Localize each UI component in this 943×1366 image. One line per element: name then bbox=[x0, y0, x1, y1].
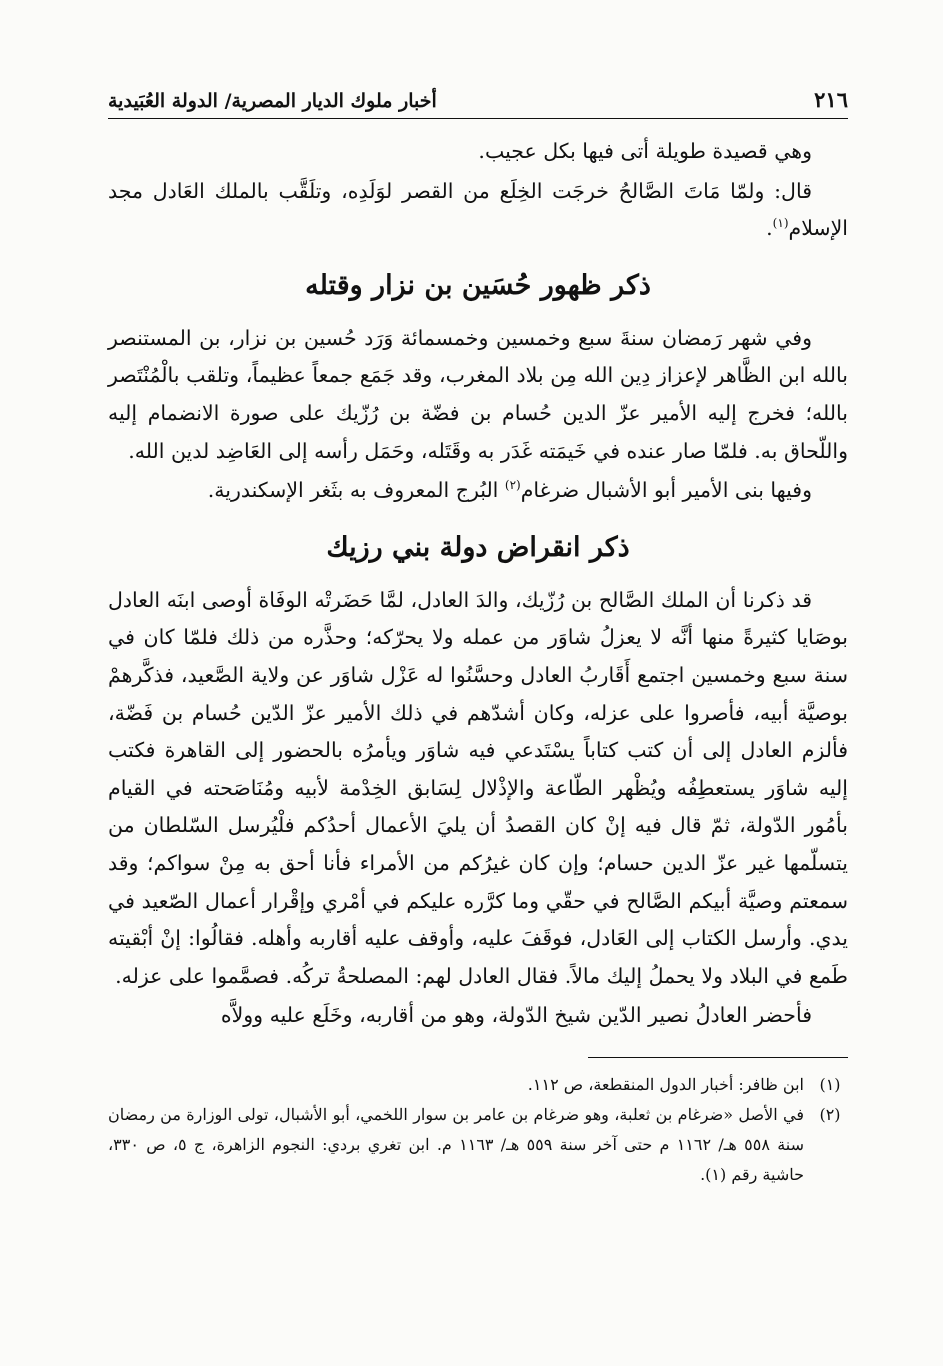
section-heading-ruzzik: ذكر انقراض دولة بني رزيك bbox=[326, 531, 630, 563]
running-title: أخبار ملوك الديار المصرية/ الدولة العُبَيدية bbox=[108, 90, 437, 112]
paragraph-3: وفي شهر رَمضان سنةَ سبع وخمسين وخمسمائة وَرَد حُسين بن نزار، بن المستنصر بالله ابن الظَّاهر لإعزاز دِين الله مِن بلاد المغرب، وقد جَمَع جمعاً عظيماً، وتلقب بالْمُنْتَصر بالله؛ فخرج إليه الأمير عزّ الدين حُسام بن فضّة بن رُزّيك على صورة الانضمام إليه واللّحاق به. فلمّا صار عنده في خَيمَته غَدَر به وقَتَله، وحَمَل رأسه إلى العَاضِد لدين الله. bbox=[108, 325, 848, 463]
page-number: ٢١٦ bbox=[814, 87, 848, 112]
running-header bbox=[108, 84, 848, 119]
footnote-divider bbox=[588, 1057, 848, 1058]
paragraph-2 bbox=[108, 173, 848, 248]
paragraph-1: وهي قصيدة طويلة أتى فيها بكل عجيب. bbox=[478, 139, 812, 163]
section-heading-husayn: ذكر ظهور حُسَين بن نزار وقتله bbox=[305, 269, 651, 301]
main-text bbox=[108, 133, 848, 1035]
footnote-1 bbox=[108, 1070, 848, 1100]
footnote-ref-2[interactable]: (٢) bbox=[504, 478, 521, 493]
paragraph-2-text: قال: ولمّا مَاتَ الصَّالحُ خرجَت الخِلَع من القصر لوَلَدِه، وتلَقَّب بالملك العَادل مجد الإسلام bbox=[108, 178, 848, 241]
footnote-number: (١) bbox=[819, 1074, 841, 1094]
footnote-text: ابن ظافر: أخبار الدول المنقطعة، ص ١١٢. bbox=[527, 1074, 804, 1094]
paragraph-4-text-a: وفيها بنى الأمير أبو الأشبال ضرغام bbox=[520, 478, 812, 503]
footnote-ref-1[interactable]: (١) bbox=[772, 216, 789, 231]
paragraph-4-text-b: البُرج المعروف به بثَغر الإسكندرية. bbox=[207, 478, 505, 503]
paragraph-4 bbox=[108, 472, 848, 510]
paragraph-6: فأحضر العادلُ نصير الدّين شيخ الدّولة، وهو من أقاربه، وخَلَع عليه وولاَّه bbox=[220, 1003, 812, 1028]
footnotes bbox=[108, 1070, 848, 1190]
footnote-number: (٢) bbox=[819, 1104, 841, 1124]
book-page bbox=[108, 84, 848, 1190]
paragraph-2-end: . bbox=[766, 216, 773, 241]
footnote-2 bbox=[108, 1100, 848, 1190]
paragraph-5: قد ذكرنا أن الملك الصَّالح بن رُزّيك، والدَ العادل، لمَّا حَضَرتْه الوفَاة أوصى ابنَه العادل بوصَايا كثيرةً منها أنَّه لا يعزلُ شاوَر من عمله ولا يحرّكه؛ وحذَّره من ذلك فلمّا كان في سنة سبع وخمسين اجتمع أَقَاربُ العادل وحسَّنُوا له عَزْل شاوَر عن ولاية الصَّعيد، فذكَّرهمْ بوصيَّة أبيه، فأصروا على عزله، وكان أشدّهم في ذلك الأمير عزّ الدّين حُسام بن فَضّة، فألزم العادل إلى أن كتب كتاباً يسْتَدعي فيه شاوَر ويأمرُه بالحضور إلى القاهرة فكتب إليه شاوَر يستعطِفُه ويُظْهر الطّاعة والإذْلال لِسَابق الخِدْمة لأبيه ومُنَاصَحته في القيام بأمُور الدّولة، ثمّ قال فيه إنْ كان القصدُ أن يليَ الأعمال أحدُكم فلْيُرسل السّلطان من يتسلّمها غير عزّ الدين حسام؛ وإن كان غيرُكم من الأمراء فأنا أحق به مِنْ سواكم؛ وقد سمعتم وصيَّة أبيكم الصَّالح في حقّي وما كرَّره عليكم في أمْري وإقْرار أعمال الصّعيد في يدي. وأرسل الكتاب إلى العَادل، فوقَفَ عليه، وأوقف عليه أقاربه وأهله. فقالُوا: إنْ أبْقيته طَمع في البلاد ولا يحملُ إليك مالاً. فقال العادل لهم: المصلحةُ تركُه. فصمَّموا على عزله. bbox=[108, 587, 848, 988]
footnote-text: في الأصل «ضرغام بن ثعلبة، وهو ضرغام بن عامر بن سوار اللخمي، أبو الأشبال، تولى الوزارة من رمضان سنة ٥٥٨ هـ/ ١١٦٢ م حتى آخر سنة ٥٥٩ هـ/ ١١٦٣ م. ابن تغري بردي: النجوم الزاهرة، ج ٥، ص ٣٣٠، حاشية رقم (١). bbox=[108, 1104, 805, 1184]
